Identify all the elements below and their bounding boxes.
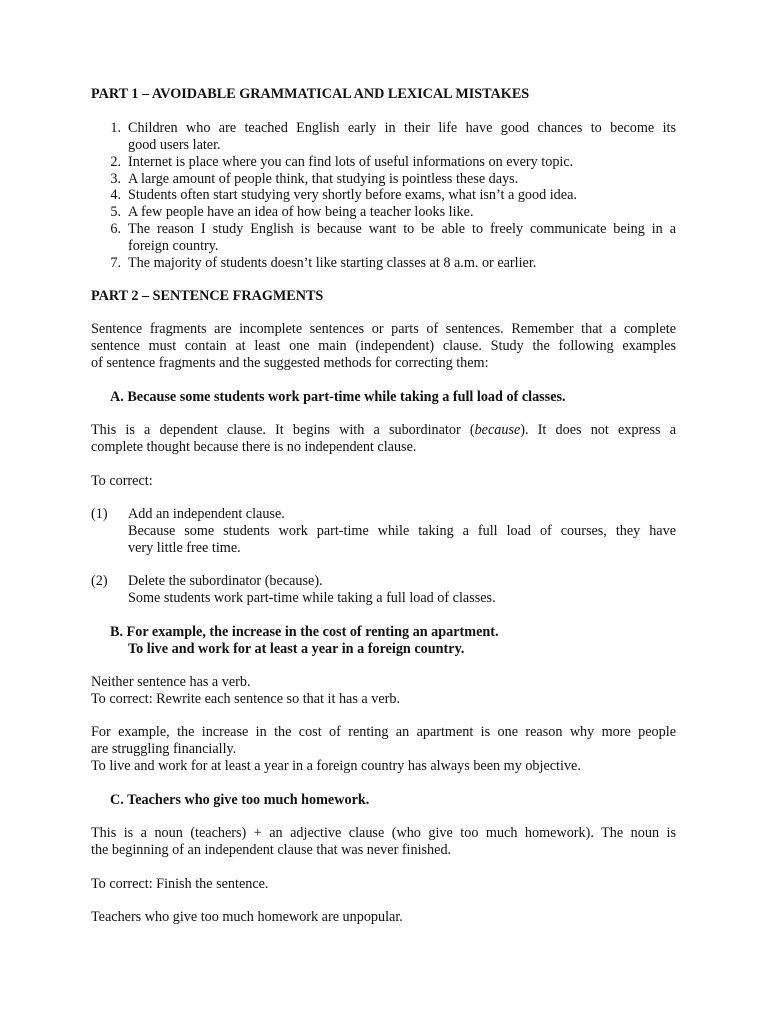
section-b-notes [91,674,676,708]
list-text: A few people have an idea of how being a teacher looks like. [128,204,474,220]
list-number: 4. [110,187,121,203]
section-b-heading: B. For example, the increase in the cost of renting an apartment. [110,624,499,640]
example-line: are struggling financially. [91,741,237,757]
list-text: good users later. [128,137,221,153]
option-label: (2) [91,573,108,589]
list-number: 6. [110,221,121,237]
example-line: To live and work for at least a year in a foreign country has always been my objective. [91,758,581,774]
section-a-explanation [91,422,676,456]
list-number: 7. [110,255,121,271]
list-text: Students often start studying very shortly before exams, what isn’t a good idea. [128,187,577,203]
option-example: Because some students work part-time while taking a full load of courses, they have [128,523,676,539]
list-number: 3. [110,171,121,187]
section-c-to-correct: To correct: Finish the sentence. [91,876,269,892]
list-text: The majority of students doesn’t like starting classes at 8 a.m. or earlier. [128,255,537,271]
intro-line: of sentence fragments and the suggested methods for correcting them: [91,355,489,371]
section-c-result: Teachers who give too much homework are unpopular. [91,909,403,925]
option-title: Delete the subordinator (because). [128,573,323,589]
list-number: 5. [110,204,121,220]
list-text: A large amount of people think, that studying is pointless these days. [128,171,519,187]
explain-line [91,422,676,439]
example-line: For example, the increase in the cost of renting an apartment is one reason why more people [91,724,676,740]
explain-line: complete thought because there is no independent clause. [91,439,417,455]
intro-line: sentence must contain at least one main (independent) clause. Study the following examples [91,338,676,354]
list-text: Children who are teached English early in their life have good chances to become its [128,120,676,136]
option-label: (1) [91,506,108,522]
option-title: Add an independent clause. [128,506,285,522]
to-correct-label: To correct: [91,473,153,489]
intro-paragraph [91,321,676,372]
list-text: foreign country. [128,238,219,254]
explain-line: This is a noun (teachers) + an adjective clause (who give too much homework). The noun is [91,825,676,841]
note-line: Neither sentence has a verb. [91,674,251,690]
explain-line: the beginning of an independent clause that was never finished. [91,842,452,858]
part1-heading: PART 1 – AVOIDABLE GRAMMATICAL AND LEXICAL MISTAKES [91,86,530,102]
list-number: 1. [110,120,121,136]
list-text: The reason I study English is because want to be able to freely communicate being in a [128,221,676,237]
section-c-explanation [91,825,676,859]
section-c-heading: C. Teachers who give too much homework. [110,792,370,808]
section-b-heading-line2: To live and work for at least a year in a foreign country. [128,641,465,657]
section-a-heading: A. Because some students work part-time while taking a full load of classes. [110,389,566,405]
list-number: 2. [110,154,121,170]
section-b-example [91,724,676,775]
part2-heading: PART 2 – SENTENCE FRAGMENTS [91,288,324,304]
explain-text: This is a dependent clause. It begins with a subordinator ( [91,422,475,438]
option-example: very little free time. [128,540,241,556]
list-text: Internet is place where you can find lots of useful informations on every topic. [128,154,574,170]
intro-line: Sentence fragments are incomplete sentences or parts of sentences. Remember that a complete [91,321,676,337]
note-line: To correct: Rewrite each sentence so that it has a verb. [91,691,401,707]
explain-text: ). It does not express a [520,422,676,438]
option-example: Some students work part-time while taking a full load of classes. [128,590,496,606]
explain-emphasis: because [474,422,521,438]
